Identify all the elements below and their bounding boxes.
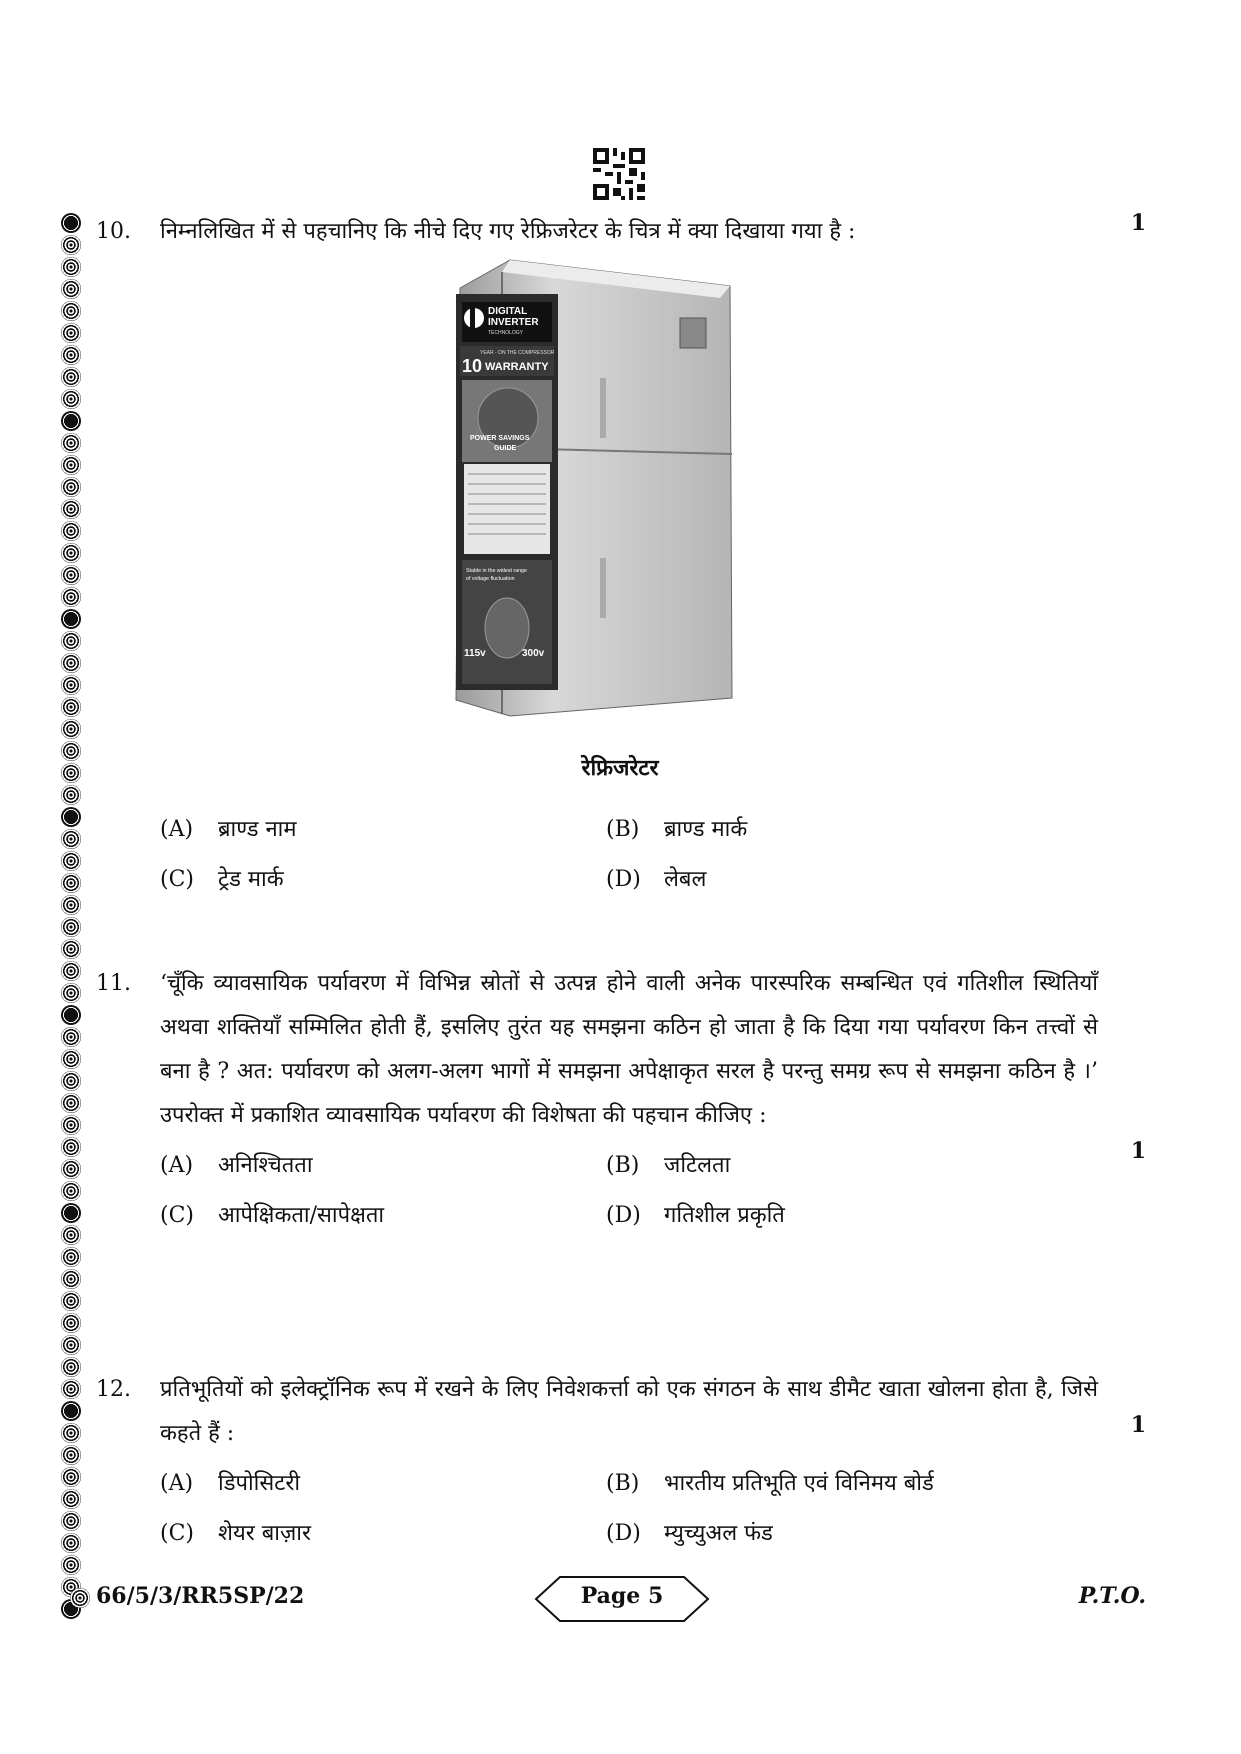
qr-code-icon [593,148,645,200]
concentric-ring-icon [61,1489,81,1509]
page-footer [70,1575,1146,1623]
margin-ring-strip [58,212,84,1620]
concentric-ring-icon [61,1247,81,1267]
page-number-badge [534,1575,710,1623]
marks: 1 [1130,1138,1146,1164]
option-label: (A) [160,817,194,842]
option-b [606,1462,1052,1506]
concentric-ring-icon [61,1313,81,1333]
option-text: जटिलता [664,1153,731,1178]
concentric-ring-icon [61,1511,81,1531]
option-c [160,1194,606,1238]
concentric-ring-icon [61,1335,81,1355]
concentric-ring-icon [61,543,81,563]
option-a [160,1462,606,1506]
concentric-ring-icon [61,1181,81,1201]
concentric-ring-icon [61,301,81,321]
option-label: (C) [160,867,194,892]
option-a [160,808,606,852]
concentric-ring-icon [61,653,81,673]
option-text: भारतीय प्रतिभूति एवं विनिमय बोर्ड [664,1471,934,1496]
question-number: 12. [96,1377,131,1402]
option-label: (D) [606,1521,641,1546]
concentric-ring-icon [61,1423,81,1443]
option-text: लेबल [664,867,707,892]
concentric-ring-icon [70,1588,90,1608]
option-text: शेयर बाज़ार [218,1521,311,1546]
option-c [160,858,606,902]
option-label: (D) [606,1203,641,1228]
concentric-ring-icon [61,1379,81,1399]
concentric-ring-icon [61,873,81,893]
concentric-ring-icon [61,1203,81,1223]
concentric-ring-icon [61,697,81,717]
option-text: ब्राण्ड मार्क [664,817,748,842]
marks: 1 [1130,210,1146,236]
sticker-text-inverter: INVERTER [488,317,539,328]
concentric-ring-icon [61,1005,81,1025]
concentric-ring-icon [61,675,81,695]
sticker-text-115v: 115v [464,648,486,659]
question-text: ‘चूँकि व्यावसायिक पर्यावरण में विभिन्न स्रोतों से उत्पन्न होने वाली अनेक पारस्परिक सम्बन्धित एवं गतिशील स्थितियाँ अथवा शक्तियाँ सम्मिलित होती हैं, इसलिए तुरंत यह समझना कठिन हो जाता है कि दिया गया पर्यावरण किन तत्त्वों से बना है ? अत: पर्यावरण को अलग-अलग भागों में समझना अपेक्षाकृत सरल है परन्तु समग्र रूप से समझना कठिन है ।’ उपरोक्त में प्रकाशित व्यावसायिक पर्यावरण की विशेषता की पहचान कीजिए : [160,971,1099,1128]
option-d [606,1194,1052,1238]
concentric-ring-icon [61,499,81,519]
concentric-ring-icon [61,235,81,255]
option-label: (B) [606,1471,640,1496]
concentric-ring-icon [61,1357,81,1377]
option-a [160,1144,606,1188]
option-label: (A) [160,1153,194,1178]
concentric-ring-icon [61,939,81,959]
option-text: अनिश्चितता [218,1153,313,1178]
option-label: (C) [160,1203,194,1228]
sticker-text-guide: GUIDE [494,445,517,452]
concentric-ring-icon [61,631,81,651]
question-11 [96,962,1146,1238]
concentric-ring-icon [61,895,81,915]
option-label: (C) [160,1521,194,1546]
concentric-ring-icon [61,1115,81,1135]
concentric-ring-icon [61,1027,81,1047]
option-text: म्युच्युअल फंड [664,1521,773,1546]
option-text: गतिशील प्रकृति [664,1203,785,1228]
refrigerator-figure [450,258,734,718]
option-label: (B) [606,1153,640,1178]
concentric-ring-icon [61,1137,81,1157]
page-number: Page 5 [580,1583,664,1609]
option-label: (A) [160,1471,194,1496]
sticker-text-stable: Stable in the widest range [466,568,527,574]
concentric-ring-icon [61,477,81,497]
question-number: 11. [96,971,131,996]
sticker-text-300v: 300v [522,648,545,659]
sticker-text-technology: TECHNOLOGY [488,330,524,336]
concentric-ring-icon [61,983,81,1003]
option-b [606,1144,1052,1188]
concentric-ring-icon [61,213,81,233]
sticker-text-ten: 10 [462,356,483,376]
concentric-ring-icon [61,609,81,629]
concentric-ring-icon [61,1225,81,1245]
sticker-text-digital: DIGITAL [488,306,528,317]
paper-code: 66/5/3/RR5SP/22 [96,1583,305,1609]
please-turn-over: P.T.O. [1078,1583,1146,1609]
concentric-ring-icon [61,1467,81,1487]
concentric-ring-icon [61,741,81,761]
concentric-ring-icon [61,521,81,541]
option-d [606,858,1052,902]
concentric-ring-icon [61,1269,81,1289]
option-label: (B) [606,817,640,842]
option-text: डिपोसिटरी [218,1471,301,1496]
concentric-ring-icon [61,587,81,607]
sticker-text-voltage: of voltage fluctuation [466,576,515,582]
option-b [606,808,1052,852]
concentric-ring-icon [61,917,81,937]
concentric-ring-icon [61,961,81,981]
concentric-ring-icon [61,323,81,343]
concentric-ring-icon [61,433,81,453]
question-12 [96,1368,1146,1556]
concentric-ring-icon [61,1159,81,1179]
concentric-ring-icon [61,1071,81,1091]
concentric-ring-icon [61,279,81,299]
question-text: निम्नलिखित में से पहचानिए कि नीचे दिए गए रेफ्रिजरेटर के चित्र में क्या दिखाया गया है : [160,219,856,244]
concentric-ring-icon [61,257,81,277]
option-label: (D) [606,867,641,892]
concentric-ring-icon [61,455,81,475]
concentric-ring-icon [61,1533,81,1553]
option-d [606,1512,1052,1556]
refrigerator-image [450,258,734,718]
option-c [160,1512,606,1556]
concentric-ring-icon [61,411,81,431]
concentric-ring-icon [61,1445,81,1465]
concentric-ring-icon [61,345,81,365]
figure-caption: रेफ्रिजरेटर [581,755,659,781]
question-text: प्रतिभूतियों को इलेक्ट्रॉनिक रूप में रखने के लिए निवेशकर्त्ता को एक संगठन के साथ डीमैट खाता खोलना होता है, जिसे कहते हैं : [160,1377,1098,1446]
sticker-text-power-savings: POWER SAVINGS [470,435,530,442]
option-text: ट्रेड मार्क [218,867,284,892]
question-10 [96,210,1146,254]
concentric-ring-icon [61,1049,81,1069]
concentric-ring-icon [61,565,81,585]
concentric-ring-icon [61,807,81,827]
concentric-ring-icon [61,1291,81,1311]
sticker-text-compressor: YEAR - ON THE COMPRESSOR [480,350,555,356]
concentric-ring-icon [61,1555,81,1575]
marks: 1 [1130,1412,1146,1438]
concentric-ring-icon [61,367,81,387]
option-text: आपेक्षिकता/सापेक्षता [218,1203,385,1228]
concentric-ring-icon [61,829,81,849]
concentric-ring-icon [61,389,81,409]
concentric-ring-icon [61,851,81,871]
question-10-options [96,802,1146,902]
sticker-text-warranty: WARRANTY [485,361,549,373]
concentric-ring-icon [61,719,81,739]
option-text: ब्राण्ड नाम [218,817,297,842]
concentric-ring-icon [61,1401,81,1421]
concentric-ring-icon [61,785,81,805]
concentric-ring-icon [61,1093,81,1113]
concentric-ring-icon [61,763,81,783]
question-number: 10. [96,219,131,244]
